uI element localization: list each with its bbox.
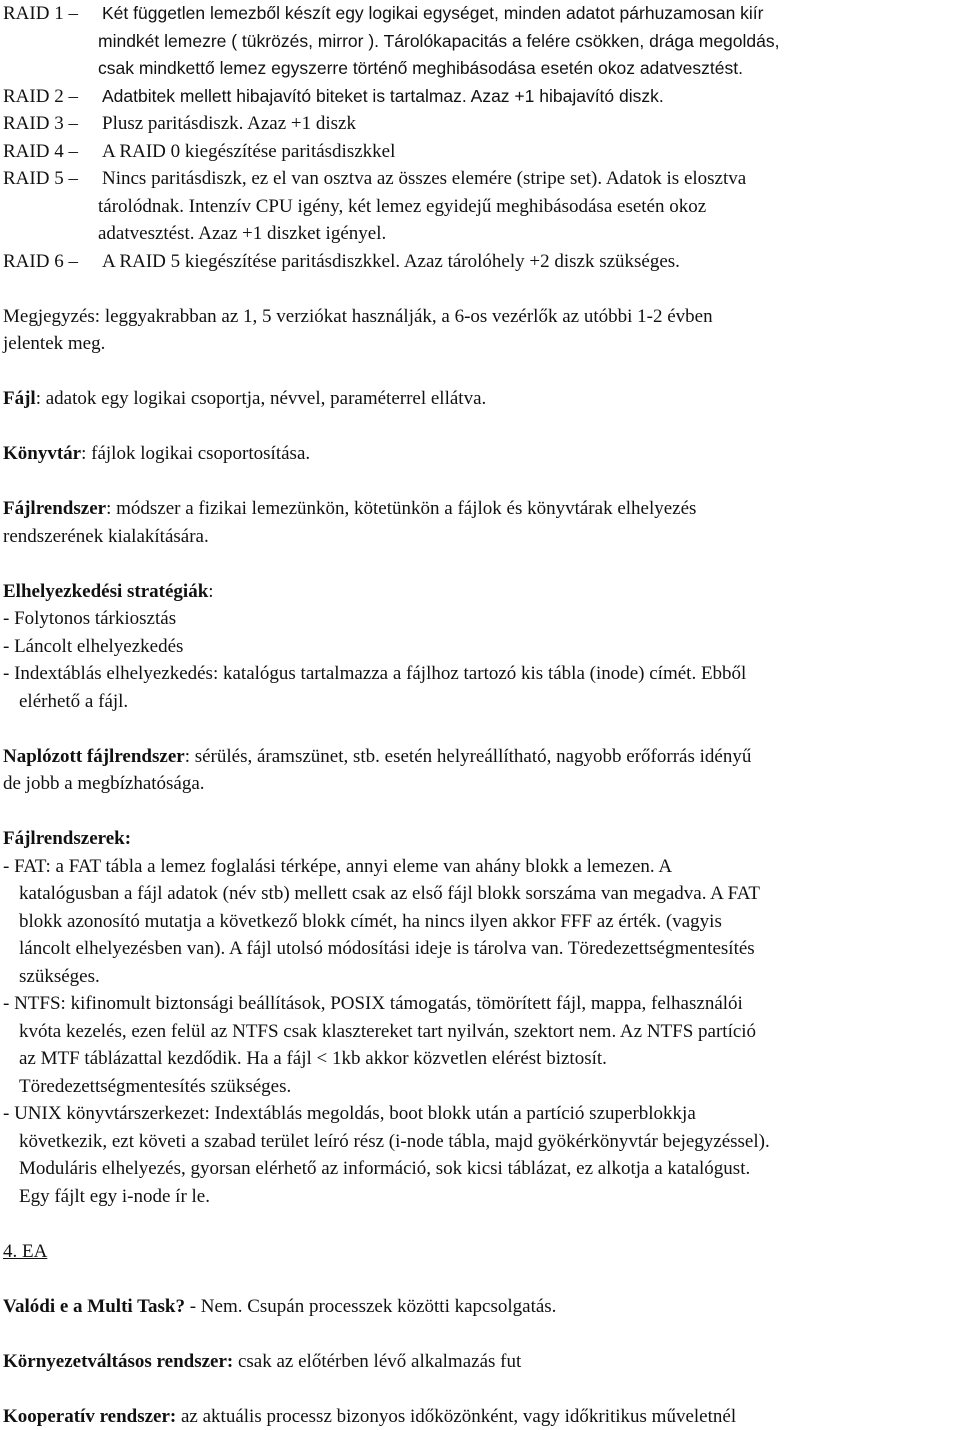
- fs-unix-line-4: Egy fájlt egy i-node ír le.: [3, 1183, 958, 1211]
- raid-3-label: RAID 3 –: [3, 110, 102, 138]
- raid-6-label: RAID 6 –: [3, 248, 102, 276]
- raid-5-line-2: tárolódnak. Intenzív CPU igény, két lemez egyidejű meghibásodása esetén okoz: [3, 193, 958, 221]
- definition-naplozott-line-2: de jobb a megbízhatósága.: [3, 770, 958, 798]
- strategies-term: Elhelyezkedési stratégiák: [3, 581, 208, 602]
- definition-kornyezet-term: Környezetváltásos rendszer:: [3, 1351, 233, 1372]
- definition-fajlrendszer-text: : módszer a fizikai lemezünkön, kötetünkön a fájlok és könyvtárak elhelyezés: [106, 498, 696, 519]
- definition-fajlrendszer-term: Fájlrendszer: [3, 498, 106, 519]
- definition-konyvtar: [3, 440, 958, 468]
- raid-3-entry: [3, 110, 958, 138]
- definition-fajlrendszer: [3, 495, 958, 523]
- raid-6-entry: [3, 248, 958, 276]
- definition-kornyezet: [3, 1348, 958, 1376]
- definition-fajl-text: : adatok egy logikai csoportja, névvel, paraméterrel ellátva.: [36, 388, 487, 409]
- raid-1-description: Két független lemezből készít egy logikai egységet, minden adatot párhuzamosan kiír: [102, 0, 958, 28]
- strategy-item-1: - Folytonos tárkiosztás: [3, 605, 958, 633]
- raid-4-entry: [3, 138, 958, 166]
- raid-4-label: RAID 4 –: [3, 138, 102, 166]
- definition-kooperativ: [3, 1403, 958, 1430]
- raid-1-line-3: csak mindkettő lemez egyszerre történő meghibásodása esetén okoz adatvesztést.: [3, 55, 958, 83]
- fs-ntfs-line-1: - NTFS: kifinomult biztonsági beállítások, POSIX támogatás, tömörített fájl, mappa, felhasználói: [3, 990, 958, 1018]
- definition-konyvtar-term: Könyvtár: [3, 443, 81, 464]
- strategy-item-3: - Indextáblás elhelyezkedés: katalógus tartalmazza a fájlhoz tartozó kis tábla (inode) címét. Ebből: [3, 660, 958, 688]
- fs-ntfs-line-4: Töredezettségmentesítés szükséges.: [3, 1073, 958, 1101]
- raid-2-description: Adatbitek mellett hibajavító biteket is tartalmaz. Azaz +1 hibajavító diszk.: [102, 83, 958, 111]
- definition-fajl-term: Fájl: [3, 388, 36, 409]
- definition-kornyezet-text: csak az előtérben lévő alkalmazás fut: [233, 1351, 521, 1372]
- raid-1-entry: [3, 0, 958, 28]
- fs-fat-line-3: blokk azonosító mutatja a következő blokk címét, ha nincs ilyen akkor FFF az érték. (vagyis: [3, 908, 958, 936]
- definition-fajl: [3, 385, 958, 413]
- raid-5-line-3: adatvesztést. Azaz +1 diszket igényel.: [3, 220, 958, 248]
- fs-ntfs-line-3: az MTF táblázattal kezdődik. Ha a fájl < 1kb akkor közvetlen elérést biztosít.: [3, 1045, 958, 1073]
- raid-5-label: RAID 5 –: [3, 165, 102, 193]
- raid-1-line-2: mindkét lemezre ( tükrözés, mirror ). Tárolókapacitás a felére csökken, drága megoldás,: [3, 28, 958, 56]
- definition-naplozott: [3, 743, 958, 771]
- definition-kooperativ-term: Kooperatív rendszer:: [3, 1406, 176, 1427]
- strategy-item-3-line-2: elérhető a fájl.: [3, 688, 958, 716]
- note-line-1: Megjegyzés: leggyakrabban az 1, 5 verziókat használják, a 6-os vezérlők az utóbbi 1-2 évben: [3, 303, 958, 331]
- raid-4-description: A RAID 0 kiegészítése paritásdiszkkel: [102, 138, 958, 166]
- definition-naplozott-text: : sérülés, áramszünet, stb. esetén helyreállítható, nagyobb erőforrás idényű: [185, 746, 752, 767]
- definition-fajlrendszer-line-2: rendszerének kialakítására.: [3, 523, 958, 551]
- raid-1-label: RAID 1 –: [3, 0, 102, 28]
- raid-3-description: Plusz paritásdiszk. Azaz +1 diszk: [102, 110, 958, 138]
- raid-2-label: RAID 2 –: [3, 83, 102, 111]
- definition-multitask-text: - Nem. Csupán processzek közötti kapcsolgatás.: [185, 1296, 556, 1317]
- fs-unix-line-2: következik, ezt követi a szabad terület leíró rész (i-node tábla, majd gyökérkönyvtár bejegyzéssel).: [3, 1128, 958, 1156]
- fs-fat-line-2: katalógusban a fájl adatok (név stb) mellett csak az első fájl blokk sorszáma van megadva. A FAT: [3, 880, 958, 908]
- raid-6-description: A RAID 5 kiegészítése paritásdiszkkel. Azaz tárolóhely +2 diszk szükséges.: [102, 248, 958, 276]
- document-page: [3, 0, 958, 1430]
- raid-5-description: Nincs paritásdiszk, ez el van osztva az összes elemére (stripe set). Adatok is elosztva: [102, 165, 958, 193]
- fs-unix-line-3: Moduláris elhelyezés, gyorsan elérhető az információ, sok kicsi táblázat, ez alkotja a katalógust.: [3, 1155, 958, 1183]
- fs-fat-line-1: - FAT: a FAT tábla a lemez foglalási térképe, annyi eleme van ahány blokk a lemezen. A: [3, 853, 958, 881]
- raid-5-entry: [3, 165, 958, 193]
- strategy-item-2: - Láncolt elhelyezkedés: [3, 633, 958, 661]
- section-heading-ea: 4. EA: [3, 1238, 958, 1266]
- fs-unix-line-1: - UNIX könyvtárszerkezet: Indextáblás megoldás, boot blokk után a partíció szuperblokkja: [3, 1100, 958, 1128]
- fs-fat-line-5: szükséges.: [3, 963, 958, 991]
- definition-multitask-term: Valódi e a Multi Task?: [3, 1296, 185, 1317]
- definition-naplozott-term: Naplózott fájlrendszer: [3, 746, 185, 767]
- definition-kooperativ-text: az aktuális processz bizonyos időközönként, vagy időkritikus műveletnél: [176, 1406, 736, 1427]
- raid-2-entry: [3, 83, 958, 111]
- fs-ntfs-line-2: kvóta kezelés, ezen felül az NTFS csak klasztereket tart nyilván, szektort nem. Az NTFS partíció: [3, 1018, 958, 1046]
- definition-multitask: [3, 1293, 958, 1321]
- strategies-heading: Elhelyezkedési stratégiák:: [3, 578, 958, 606]
- fs-fat-line-4: láncolt elhelyezésben van). A fájl utolsó módosítási ideje is tárolva van. Töredezettségmentesítés: [3, 935, 958, 963]
- filesystems-heading: Fájlrendszerek:: [3, 825, 958, 853]
- note-line-2: jelentek meg.: [3, 330, 958, 358]
- definition-konyvtar-text: : fájlok logikai csoportosítása.: [81, 443, 310, 464]
